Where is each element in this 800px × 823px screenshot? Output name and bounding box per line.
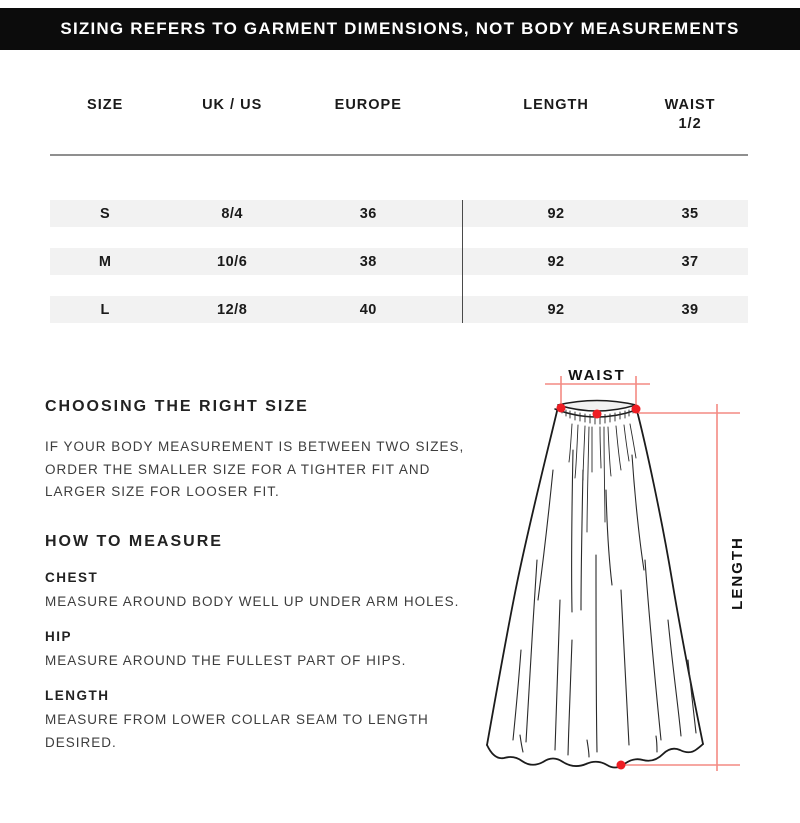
cell-uk-us: 10/6 [217,253,248,270]
cell-size: L [100,301,110,318]
hem-point [617,761,626,770]
cell-waist: 35 [681,205,699,222]
cell-size: M [98,253,112,270]
waist-point-right [632,405,641,414]
table-row-s [50,200,748,227]
sizing-disclaimer-banner [0,8,800,50]
choosing-size-body: IF YOUR BODY MEASUREMENT IS BETWEEN TWO SIZES, ORDER THE SMALLER SIZE FOR A TIGHTER FIT AND LARGER SIZE FOR LOOSER FIT. [45,439,465,499]
measure-length-label: LENGTH [45,688,110,703]
skirt-measurement-diagram [460,350,800,800]
length-dimension-label: LENGTH [729,536,746,610]
cell-length: 92 [547,301,565,318]
table-column-divider [462,200,463,323]
table-row-l [50,296,748,323]
cell-length: 92 [547,253,565,270]
sizing-disclaimer-text: SIZING REFERS TO GARMENT DIMENSIONS, NOT BODY MEASUREMENTS [60,19,740,38]
waist-point-left [557,404,566,413]
cell-size: S [100,205,111,222]
column-header-waist-sub: 1/2 [678,116,702,132]
column-header-length: LENGTH [523,97,589,113]
measure-chest-label: CHEST [45,570,99,585]
choosing-size-heading: CHOOSING THE RIGHT SIZE [45,398,309,415]
cell-length: 92 [547,205,565,222]
table-row-m [50,248,748,275]
skirt-sketch [487,401,703,768]
measure-hip-label: HIP [45,629,73,644]
column-header-size: SIZE [87,97,124,113]
measure-chest-description: MEASURE AROUND BODY WELL UP UNDER ARM HOLES. [45,594,460,609]
column-header-europe: EUROPE [334,97,402,113]
cell-europe: 40 [359,301,377,318]
gather-strands [569,424,636,532]
how-to-measure-heading: HOW TO MEASURE [45,533,223,550]
column-header-waist: WAIST 1/2 [664,97,716,132]
header-underline [50,154,748,156]
cell-waist: 37 [681,253,699,270]
waist-dimension-label: WAIST [568,367,626,384]
waist-point-center [593,410,602,419]
cell-waist: 39 [681,301,699,318]
column-header-uk-us: UK / US [202,97,263,113]
cell-uk-us: 8/4 [221,205,244,222]
cell-uk-us: 12/8 [217,301,248,318]
measure-hip-description: MEASURE AROUND THE FULLEST PART OF HIPS. [45,653,407,668]
size-table [50,88,748,328]
cell-europe: 38 [359,253,377,270]
size-table-body [50,200,748,344]
cell-europe: 36 [359,205,377,222]
size-table-header [50,88,748,154]
measure-length-description: MEASURE FROM LOWER COLLAR SEAM TO LENGTH DESIRED. [45,712,429,750]
